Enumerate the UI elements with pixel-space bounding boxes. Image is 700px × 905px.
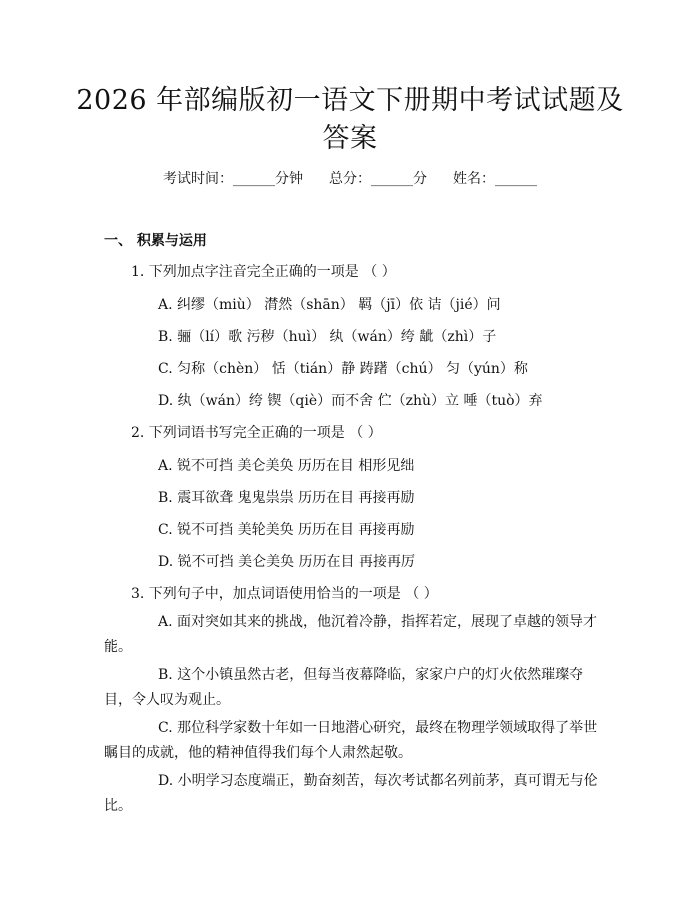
page-title — [70, 82, 630, 158]
question-2: 2. 下列词语书写完全正确的一项是 （ ） — [131, 425, 382, 441]
student-name: 姓名：______ — [453, 171, 537, 187]
question-3: 3. 下列句子中，加点词语使用恰当的一项是 （ ） — [131, 586, 438, 602]
q3-option-d: D. 小明学习态度端正，勤奋刻苦，每次考试都名列前茅，真可谓无与伦比。 — [104, 773, 598, 814]
exam-info — [0, 168, 700, 188]
q2-option-a: A. 锐不可挡 美仑美奂 历历在目 相形见绌 — [158, 458, 415, 474]
title-line-2: 答案 — [322, 123, 378, 154]
q3-option-b: B. 这个小镇虽然古老，但每当夜幕降临，家家户户的灯火依然璀璨夺目，令人叹为观止。 — [104, 667, 584, 708]
q1-option-c: C. 匀称（chèn） 恬（tián）静 踌躇（chú） 匀（yún）称 — [158, 361, 528, 377]
q3-option-c: C. 那位科学家数十年如一日地潜心研究，最终在物理学领域取得了举世瞩目的成就，他的精神值得我们每个人肃然起敬。 — [104, 720, 598, 761]
exam-time: 考试时间：______分钟 — [163, 171, 303, 187]
q2-option-b: B. 震耳欲聋 鬼鬼祟祟 历历在目 再接再励 — [158, 490, 415, 506]
q2-option-d: D. 锐不可挡 美仑美奂 历历在目 再接再厉 — [158, 554, 415, 570]
q1-option-a: A. 纠缪（miù） 潸然（shān） 羁（jī）依 诘（jié）问 — [158, 297, 501, 313]
total-score: 总分：______分 — [329, 171, 427, 187]
q1-option-d: D. 纨（wán）绔 锲（qiè）而不舍 伫（zhù）立 唾（tuò）弃 — [158, 393, 543, 409]
title-line-1: 2026 年部编版初一语文下册期中考试试题及 — [76, 85, 624, 116]
question-1: 1. 下列加点字注音完全正确的一项是 （ ） — [131, 264, 396, 280]
q1-option-b: B. 骊（lí）歌 污秽（huì） 纨（wán）绔 龇（zhì）子 — [158, 329, 497, 345]
q2-option-c: C. 锐不可挡 美轮美奂 历历在目 再接再励 — [158, 522, 415, 538]
q3-option-a: A. 面对突如其来的挑战，他沉着冷静，指挥若定，展现了卓越的领导才能。 — [104, 614, 598, 655]
section-heading: 一、 积累与运用 — [104, 233, 207, 249]
